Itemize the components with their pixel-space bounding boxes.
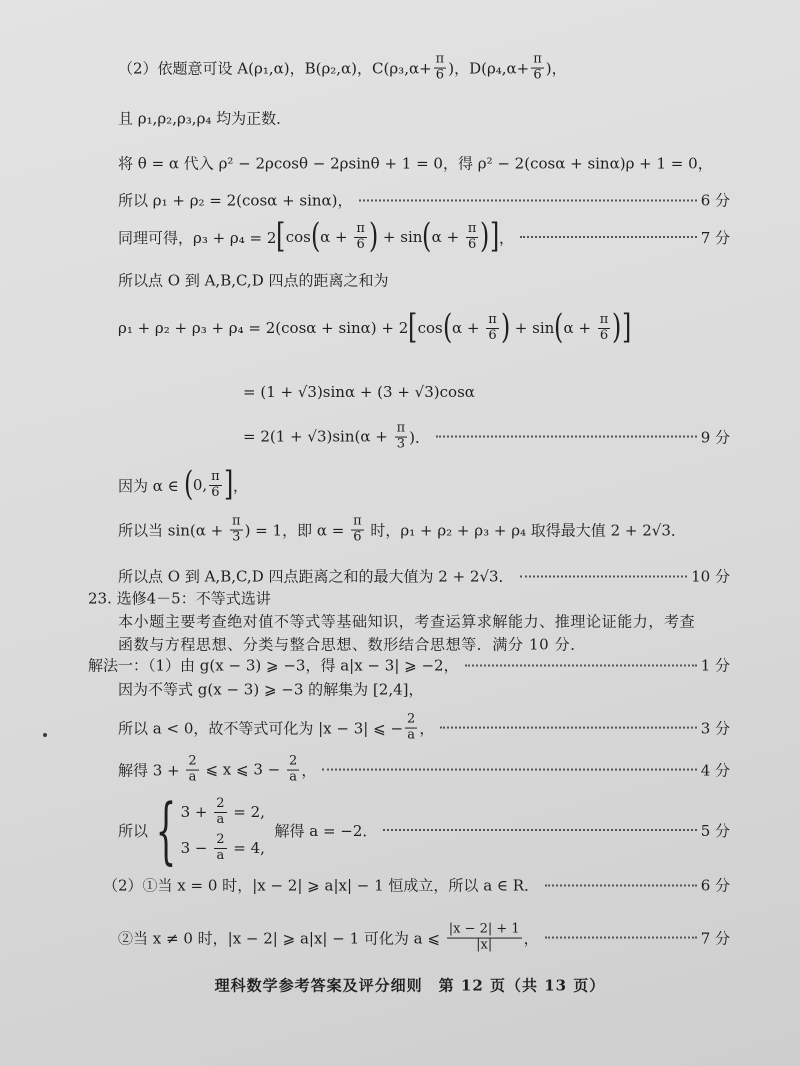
solution1-step1	[88, 655, 730, 676]
fraction-numerator: π	[396, 420, 406, 436]
fraction	[287, 755, 299, 786]
math-text: ，	[232, 476, 248, 495]
score-label: 10 分	[691, 567, 730, 586]
fraction-numerator: π	[467, 220, 477, 236]
big-bracket: (	[442, 307, 452, 347]
line-content	[118, 270, 389, 291]
fraction	[531, 53, 544, 84]
math-text: 同理可得，ρ₃ + ρ₄ = 2	[118, 228, 277, 247]
line-content	[118, 190, 353, 211]
line-content	[88, 655, 459, 676]
fraction-denominator: 6	[533, 67, 542, 83]
fraction	[214, 833, 226, 864]
big-bracket: ]	[223, 464, 233, 504]
math-text: 解得 3 +	[118, 761, 185, 780]
score-label: 4 分	[700, 761, 730, 780]
part2-case-x-nonzero	[118, 923, 730, 954]
fraction	[209, 470, 222, 501]
fraction-denominator: 6	[353, 529, 362, 545]
solution1-step2	[118, 679, 424, 700]
math-text: 将 θ = α 代入 ρ² − 2ρcosθ − 2ρsinθ + 1 = 0，得 ρ² − 2(cosα + sinα)ρ + 1 = 0，	[118, 154, 713, 173]
fraction-numerator: π	[353, 513, 362, 529]
fraction-denominator: 6	[488, 327, 497, 343]
fraction-denominator: 6	[599, 327, 609, 343]
line-content	[118, 634, 586, 655]
math-text: 23. 选修4－5：不等式选讲	[88, 589, 271, 608]
math-text: + sin	[510, 319, 555, 337]
big-bracket: ]	[621, 307, 631, 347]
equation-system	[153, 788, 265, 872]
fraction	[354, 222, 367, 253]
solution1-step5-system	[118, 788, 730, 872]
math-text: α +	[563, 319, 596, 337]
fraction	[351, 515, 364, 546]
math-text: 所以	[118, 821, 153, 840]
fraction-numerator: π	[599, 311, 609, 327]
math-text: ) = 1，即 α =	[244, 521, 350, 540]
math-text: ，	[523, 929, 539, 948]
math-text: + sin	[378, 228, 423, 246]
solution-line-maximum	[118, 515, 686, 546]
score-label: 6 分	[700, 191, 730, 210]
line-content	[118, 216, 514, 256]
math-text: ，	[498, 228, 514, 247]
math-text: )，	[545, 59, 567, 78]
line-content	[103, 875, 539, 896]
score-label: 9 分	[700, 428, 730, 447]
math-text: 所以 ρ₁ + ρ₂ = 2(cosα + sinα)，	[118, 191, 353, 210]
math-text: 所以点 O 到 A,B,C,D 四点的距离之和为	[118, 271, 389, 290]
line-content	[118, 464, 248, 504]
line-content	[118, 611, 695, 632]
fraction-numerator: |x − 2| + 1	[448, 921, 520, 937]
math-text: 0,	[192, 476, 208, 494]
fraction	[598, 313, 611, 344]
math-text: 3 −	[180, 839, 213, 857]
solution-line-substitute	[118, 153, 713, 174]
dotted-leader	[545, 884, 697, 886]
fraction-numerator: π	[232, 513, 241, 529]
score-label: 3 分	[700, 719, 730, 738]
fraction-numerator: π	[488, 311, 497, 327]
score-label: 7 分	[700, 228, 730, 247]
solution1-step3	[118, 713, 730, 744]
math-text: （2）依题意可设 A(ρ₁,α)，B(ρ₂,α)，C(ρ₃,α+	[118, 59, 432, 78]
dotted-leader	[520, 575, 688, 577]
solution-line-combine	[243, 422, 730, 453]
math-text: 解法一：（1）由 g(x − 3) ⩾ −3，得 a|x − 3| ⩾ −2，	[88, 656, 459, 675]
math-text: = 2,	[228, 803, 265, 821]
big-bracket: ]	[489, 216, 499, 256]
math-text: 3 +	[180, 803, 213, 821]
solution-line-sum-rho34	[118, 216, 730, 256]
score-label: 1 分	[700, 656, 730, 675]
score-label: 6 分	[700, 876, 730, 895]
fraction	[434, 53, 447, 84]
fraction-denominator: 6	[211, 484, 220, 500]
fraction	[405, 713, 417, 744]
fraction	[447, 923, 522, 954]
fraction-numerator: 2	[216, 795, 225, 811]
fraction-denominator: a	[407, 727, 416, 743]
fraction	[230, 515, 243, 546]
line-content	[118, 108, 291, 129]
math-text: ，	[419, 719, 435, 738]
math-text: )．	[409, 428, 430, 447]
dotted-leader	[359, 199, 697, 201]
score-label: 7 分	[700, 929, 730, 948]
solution-line-sum-rho12	[118, 190, 730, 211]
solution-line-simplify	[243, 383, 475, 401]
line-content	[118, 515, 686, 546]
question-23-description-1	[118, 611, 695, 632]
line-content	[243, 383, 475, 401]
math-text: 函数与方程思想、分类与整合思想、数形结合思想等．满分 10 分．	[118, 635, 586, 654]
math-text: = 2(1 + √3)sin(α +	[243, 428, 393, 446]
solution-line-setup-points	[118, 53, 567, 84]
math-text: )，D(ρ₄,α+	[448, 59, 530, 78]
dotted-leader	[383, 829, 696, 831]
dotted-leader	[436, 436, 697, 438]
line-content	[118, 53, 567, 84]
fraction-denominator: 3	[232, 529, 241, 545]
solution-line-alpha-range	[118, 464, 248, 504]
fraction-denominator: a	[216, 811, 225, 827]
big-bracket: )	[612, 307, 622, 347]
big-bracket: )	[480, 216, 490, 256]
solution-line-conclusion	[118, 566, 730, 587]
line-content	[118, 679, 424, 700]
dotted-leader	[322, 769, 696, 771]
math-text: 因为 α ∈	[118, 476, 184, 495]
big-bracket: (	[310, 216, 321, 256]
big-bracket: (	[422, 216, 432, 256]
fraction-numerator: 2	[216, 831, 225, 847]
math-text: = (1 + √3)sinα + (3 + √3)cosα	[243, 383, 475, 401]
math-text: 本小题主要考查绝对值不等式等基础知识，考查运算求解能力、推理论证能力，考查	[118, 612, 696, 631]
fraction-denominator: 6	[435, 67, 445, 83]
ink-dot	[43, 733, 47, 737]
fraction-numerator: π	[356, 220, 365, 236]
line-content	[88, 588, 271, 609]
fraction-denominator: 6	[356, 236, 365, 252]
fraction-numerator: π	[211, 468, 220, 484]
math-text: α +	[320, 228, 353, 246]
big-bracket: (	[183, 464, 193, 504]
line-content	[118, 566, 514, 587]
line-content	[118, 788, 378, 872]
fraction-denominator: a	[289, 769, 298, 785]
dotted-leader	[465, 664, 697, 666]
math-text: ⩽ x ⩽ 3 −	[200, 761, 286, 779]
big-bracket: [	[276, 216, 286, 256]
system-rows	[181, 794, 265, 866]
solution-line-distance-sum	[118, 307, 631, 347]
fraction	[395, 422, 408, 453]
fraction-numerator: 2	[407, 711, 416, 727]
math-text: 因为不等式 g(x − 3) ⩾ −3 的解集为 [2,4]，	[118, 680, 424, 699]
fraction-denominator: a	[188, 769, 197, 785]
math-text: cos	[417, 319, 443, 337]
fraction-denominator: a	[216, 847, 225, 863]
dotted-leader	[520, 236, 697, 238]
math-text: 所以点 O 到 A,B,C,D 四点距离之和的最大值为 2 + 2√3．	[118, 567, 514, 586]
big-bracket: [	[408, 307, 418, 347]
part2-case-x-zero	[103, 875, 730, 896]
math-text: α +	[451, 319, 485, 337]
fraction	[466, 222, 479, 253]
big-bracket: )	[368, 216, 379, 256]
math-text: ρ₁ + ρ₂ + ρ₃ + ρ₄ = 2(cosα + sinα) + 2	[118, 319, 409, 337]
fraction-numerator: 2	[289, 753, 298, 769]
math-text: α +	[431, 228, 464, 246]
math-text: 所以当 sin(α +	[118, 521, 229, 540]
score-label: 5 分	[700, 821, 730, 840]
fraction	[186, 755, 198, 786]
fraction-numerator: 2	[188, 753, 197, 769]
math-text: cos	[285, 228, 311, 246]
question-23-description-2	[118, 634, 586, 655]
fraction	[214, 797, 226, 828]
dotted-leader	[440, 727, 696, 729]
fraction-denominator: |x|	[476, 937, 493, 953]
line-content	[118, 755, 316, 786]
line-content	[118, 923, 539, 954]
fraction-denominator: 3	[396, 436, 405, 452]
dotted-leader	[545, 937, 697, 939]
page-footer: 理科数学参考答案及评分细则 第 12 页（共 13 页）	[214, 976, 606, 995]
line-content	[118, 153, 713, 174]
solution1-step4	[118, 755, 730, 786]
system-row	[181, 794, 265, 830]
line-content	[118, 713, 434, 744]
fraction	[486, 313, 499, 344]
fraction-denominator: 6	[468, 236, 477, 252]
math-text: 时，ρ₁ + ρ₂ + ρ₃ + ρ₄ 取得最大值 2 + 2√3．	[365, 521, 686, 540]
system-row	[181, 830, 265, 866]
fraction-numerator: π	[435, 51, 445, 67]
line-content	[118, 307, 631, 347]
line-content	[243, 422, 430, 453]
solution-line-distance-sum-intro	[118, 270, 389, 291]
math-text: （2）①当 x = 0 时，|x − 2| ⩾ a|x| − 1 恒成立，所以 a ∈ R．	[103, 876, 540, 895]
math-text: 解得 a = −2．	[264, 821, 378, 840]
solution-line-positive	[118, 108, 291, 129]
fraction-numerator: π	[533, 51, 542, 67]
math-text: ，	[301, 761, 317, 780]
left-brace: {	[155, 788, 176, 872]
big-bracket: (	[554, 307, 564, 347]
math-text: ②当 x ≠ 0 时，|x − 2| ⩾ a|x| − 1 可化为 a ⩽	[118, 929, 445, 948]
math-text: 且 ρ₁,ρ₂,ρ₃,ρ₄ 均为正数．	[118, 109, 292, 128]
big-bracket: )	[500, 307, 511, 347]
math-text: 所以 a < 0，故不等式可化为 |x − 3| ⩽ −	[118, 719, 404, 738]
math-text: = 4,	[228, 839, 265, 857]
question-23-heading	[88, 588, 271, 609]
